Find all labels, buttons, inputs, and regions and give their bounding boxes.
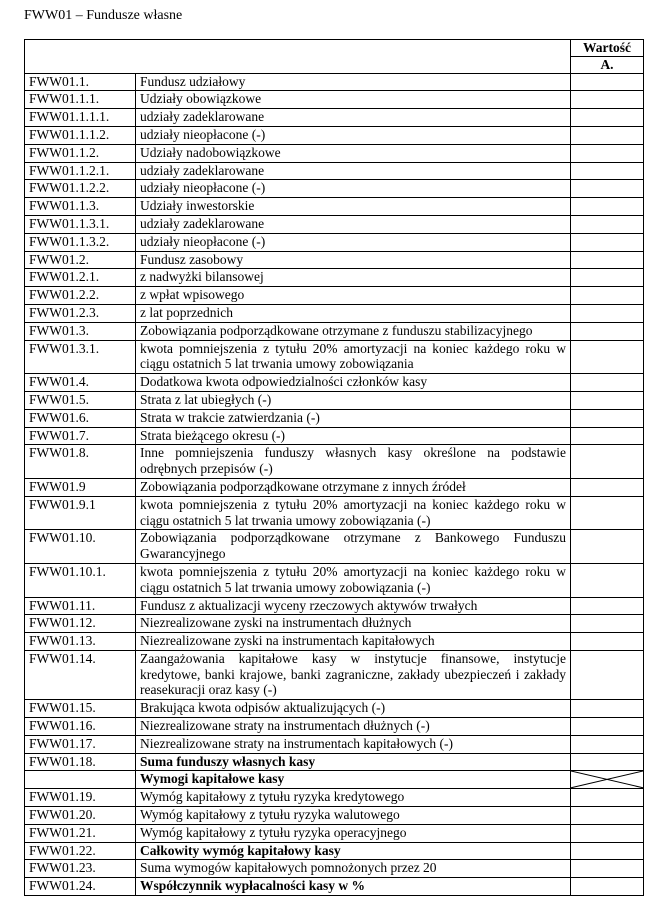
table-row: [25, 144, 644, 162]
row-description: udziały zadeklarowane: [136, 109, 571, 127]
table-row: [25, 496, 644, 530]
value-cell[interactable]: [571, 233, 644, 251]
table-row: [25, 180, 644, 198]
value-cell[interactable]: [571, 735, 644, 753]
row-code: FWW01.13.: [25, 633, 136, 651]
row-description: Strata z lat ubiegłych (-): [136, 391, 571, 409]
row-code: FWW01.20.: [25, 807, 136, 825]
row-code: FWW01.15.: [25, 700, 136, 718]
row-code: FWW01.1.1.2.: [25, 126, 136, 144]
value-cell[interactable]: [571, 633, 644, 651]
row-code: FWW01.1.2.1.: [25, 162, 136, 180]
row-code: FWW01.1.2.2.: [25, 180, 136, 198]
row-description: Brakująca kwota odpisów aktualizujących (-): [136, 700, 571, 718]
table-row: [25, 391, 644, 409]
value-cell[interactable]: [571, 304, 644, 322]
value-cell[interactable]: [571, 198, 644, 216]
table-row: [25, 633, 644, 651]
table-row: [25, 700, 644, 718]
row-description: Niezrealizowane straty na instrumentach kapitałowych (-): [136, 735, 571, 753]
table-row: [25, 615, 644, 633]
row-description: Udziały nadobowiązkowe: [136, 144, 571, 162]
row-description: udziały nieopłacone (-): [136, 180, 571, 198]
row-description: Niezrealizowane zyski na instrumentach kapitałowych: [136, 633, 571, 651]
row-code: FWW01.19.: [25, 789, 136, 807]
row-code: FWW01.5.: [25, 391, 136, 409]
value-cell[interactable]: [571, 374, 644, 392]
table-row: [25, 789, 644, 807]
value-cell[interactable]: [571, 215, 644, 233]
row-code: FWW01.9: [25, 478, 136, 496]
value-cell[interactable]: [571, 322, 644, 340]
value-cell[interactable]: [571, 445, 644, 479]
row-description: Fundusz z aktualizacji wyceny rzeczowych aktywów trwałych: [136, 597, 571, 615]
row-description: Udziały obowiązkowe: [136, 91, 571, 109]
row-description: Suma wymogów kapitałowych pomnożonych przez 20: [136, 860, 571, 878]
row-description: Zobowiązania podporządkowane otrzymane z innych źródeł: [136, 478, 571, 496]
value-cell[interactable]: [571, 478, 644, 496]
value-cell[interactable]: [571, 251, 644, 269]
row-code: FWW01.11.: [25, 597, 136, 615]
row-description: udziały nieopłacone (-): [136, 233, 571, 251]
row-code: FWW01.3.1.: [25, 340, 136, 374]
table-row: [25, 233, 644, 251]
table-row: [25, 126, 644, 144]
row-code: FWW01.18.: [25, 753, 136, 771]
document-title: FWW01 – Fundusze własne: [24, 8, 183, 23]
table-row: [25, 478, 644, 496]
table-row: [25, 409, 644, 427]
row-code: FWW01.4.: [25, 374, 136, 392]
row-description: z wpłat wpisowego: [136, 287, 571, 305]
row-code: FWW01.16.: [25, 718, 136, 736]
value-cell[interactable]: [571, 409, 644, 427]
value-cell[interactable]: [571, 563, 644, 597]
table-row: [25, 215, 644, 233]
value-cell[interactable]: [571, 807, 644, 825]
row-code: FWW01.1.3.2.: [25, 233, 136, 251]
table-row: [25, 771, 644, 789]
value-cell[interactable]: [571, 391, 644, 409]
header-row: [25, 40, 644, 57]
table-row: [25, 198, 644, 216]
row-description: z nadwyżki bilansowej: [136, 269, 571, 287]
table-row: [25, 878, 644, 896]
value-cell[interactable]: [571, 700, 644, 718]
table-row: [25, 753, 644, 771]
table-row: [25, 251, 644, 269]
value-cell[interactable]: [571, 496, 644, 530]
row-code: FWW01.17.: [25, 735, 136, 753]
row-description: Współczynnik wypłacalności kasy w %: [136, 878, 571, 896]
table-row: [25, 530, 644, 564]
table-row: [25, 563, 644, 597]
row-description: Dodatkowa kwota odpowiedzialności członków kasy: [136, 374, 571, 392]
row-code: FWW01.1.3.: [25, 198, 136, 216]
table-row: [25, 824, 644, 842]
row-description: kwota pomniejszenia z tytułu 20% amortyzacji na koniec każdego roku w ciągu ostatnich 5 lat trwania umowy zobowiązania (-): [136, 563, 571, 597]
row-description: Strata bieżącego okresu (-): [136, 427, 571, 445]
row-code: FWW01.2.1.: [25, 269, 136, 287]
row-description: Wymóg kapitałowy z tytułu ryzyka kredytowego: [136, 789, 571, 807]
table-row: [25, 735, 644, 753]
row-code: FWW01.2.3.: [25, 304, 136, 322]
row-code: FWW01.1.3.1.: [25, 215, 136, 233]
table-row: [25, 269, 644, 287]
value-cell[interactable]: [571, 753, 644, 771]
table-row: [25, 842, 644, 860]
row-description: Zobowiązania podporządkowane otrzymane z Bankowego Funduszu Gwarancyjnego: [136, 530, 571, 564]
row-code: FWW01.1.2.: [25, 144, 136, 162]
own-funds-table: [24, 39, 644, 896]
value-cell[interactable]: [571, 73, 644, 91]
table-row: [25, 304, 644, 322]
row-code: FWW01.7.: [25, 427, 136, 445]
table-row: [25, 650, 644, 699]
row-code: FWW01.24.: [25, 878, 136, 896]
row-description: Niezrealizowane zyski na instrumentach dłużnych: [136, 615, 571, 633]
value-cell[interactable]: [571, 718, 644, 736]
value-cell[interactable]: [571, 126, 644, 144]
row-code: FWW01.1.: [25, 73, 136, 91]
table-row: [25, 597, 644, 615]
header-blank-cell: [25, 40, 571, 74]
row-code: FWW01.14.: [25, 650, 136, 699]
row-code: FWW01.9.1: [25, 496, 136, 530]
row-description: kwota pomniejszenia z tytułu 20% amortyzacji na koniec każdego roku w ciągu ostatnich 5 lat trwania umowy zobowiązania (-): [136, 496, 571, 530]
row-code: FWW01.12.: [25, 615, 136, 633]
row-description: udziały nieopłacone (-): [136, 126, 571, 144]
table-row: [25, 374, 644, 392]
row-description: z lat poprzednich: [136, 304, 571, 322]
value-cell[interactable]: [571, 427, 644, 445]
row-description: Wymóg kapitałowy z tytułu ryzyka operacyjnego: [136, 824, 571, 842]
header-value: Wartość: [571, 40, 644, 57]
row-description: Suma funduszy własnych kasy: [136, 753, 571, 771]
table-row: [25, 427, 644, 445]
table-row: [25, 718, 644, 736]
value-cell[interactable]: [571, 180, 644, 198]
row-code: FWW01.10.: [25, 530, 136, 564]
row-description: Inne pomniejszenia funduszy własnych kasy określone na podstawie odrębnych przepisów (-): [136, 445, 571, 479]
value-cell[interactable]: [571, 91, 644, 109]
cross-out-mark: [571, 771, 643, 788]
row-description: Niezrealizowane straty na instrumentach dłużnych (-): [136, 718, 571, 736]
table-row: [25, 91, 644, 109]
row-description: udziały zadeklarowane: [136, 215, 571, 233]
value-cell[interactable]: [571, 340, 644, 374]
row-description: udziały zadeklarowane: [136, 162, 571, 180]
row-description: Strata w trakcie zatwierdzania (-): [136, 409, 571, 427]
row-code: FWW01.3.: [25, 322, 136, 340]
row-description: Wymogi kapitałowe kasy: [136, 771, 571, 789]
row-description: Zobowiązania podporządkowane otrzymane z funduszu stabilizacyjnego: [136, 322, 571, 340]
value-cell-crossed: [571, 771, 644, 789]
row-description: Udziały inwestorskie: [136, 198, 571, 216]
row-code: FWW01.2.: [25, 251, 136, 269]
value-cell[interactable]: [571, 597, 644, 615]
row-description: Fundusz udziałowy: [136, 73, 571, 91]
row-code: FWW01.6.: [25, 409, 136, 427]
value-cell[interactable]: [571, 144, 644, 162]
row-code: FWW01.23.: [25, 860, 136, 878]
row-code: [25, 771, 136, 789]
row-code: FWW01.22.: [25, 842, 136, 860]
value-cell[interactable]: [571, 650, 644, 699]
table-row: [25, 322, 644, 340]
table-row: [25, 340, 644, 374]
header-column-a: A.: [571, 56, 644, 73]
value-cell[interactable]: [571, 860, 644, 878]
row-code: FWW01.21.: [25, 824, 136, 842]
row-description: Fundusz zasobowy: [136, 251, 571, 269]
value-cell[interactable]: [571, 162, 644, 180]
value-cell[interactable]: [571, 530, 644, 564]
table-row: [25, 807, 644, 825]
value-cell[interactable]: [571, 789, 644, 807]
table-row: [25, 162, 644, 180]
value-cell[interactable]: [571, 615, 644, 633]
table-row: [25, 109, 644, 127]
row-code: FWW01.10.1.: [25, 563, 136, 597]
value-cell[interactable]: [571, 269, 644, 287]
table-row: [25, 73, 644, 91]
row-description: kwota pomniejszenia z tytułu 20% amortyzacji na koniec każdego roku w ciągu ostatnich 5 lat trwania umowy zobowiązania: [136, 340, 571, 374]
row-description: Zaangażowania kapitałowe kasy w instytucje finansowe, instytucje kredytowe, banki krajowe, banki zagraniczne, zakłady ubezpieczeń i zakłady reasekuracji oraz kasy (-): [136, 650, 571, 699]
row-description: Całkowity wymóg kapitałowy kasy: [136, 842, 571, 860]
row-code: FWW01.1.1.: [25, 91, 136, 109]
row-code: FWW01.1.1.1.: [25, 109, 136, 127]
row-code: FWW01.2.2.: [25, 287, 136, 305]
value-cell[interactable]: [571, 842, 644, 860]
row-description: Wymóg kapitałowy z tytułu ryzyka walutowego: [136, 807, 571, 825]
value-cell[interactable]: [571, 878, 644, 896]
row-code: FWW01.8.: [25, 445, 136, 479]
value-cell[interactable]: [571, 109, 644, 127]
table-row: [25, 860, 644, 878]
value-cell[interactable]: [571, 824, 644, 842]
table-row: [25, 445, 644, 479]
table-row: [25, 287, 644, 305]
value-cell[interactable]: [571, 287, 644, 305]
